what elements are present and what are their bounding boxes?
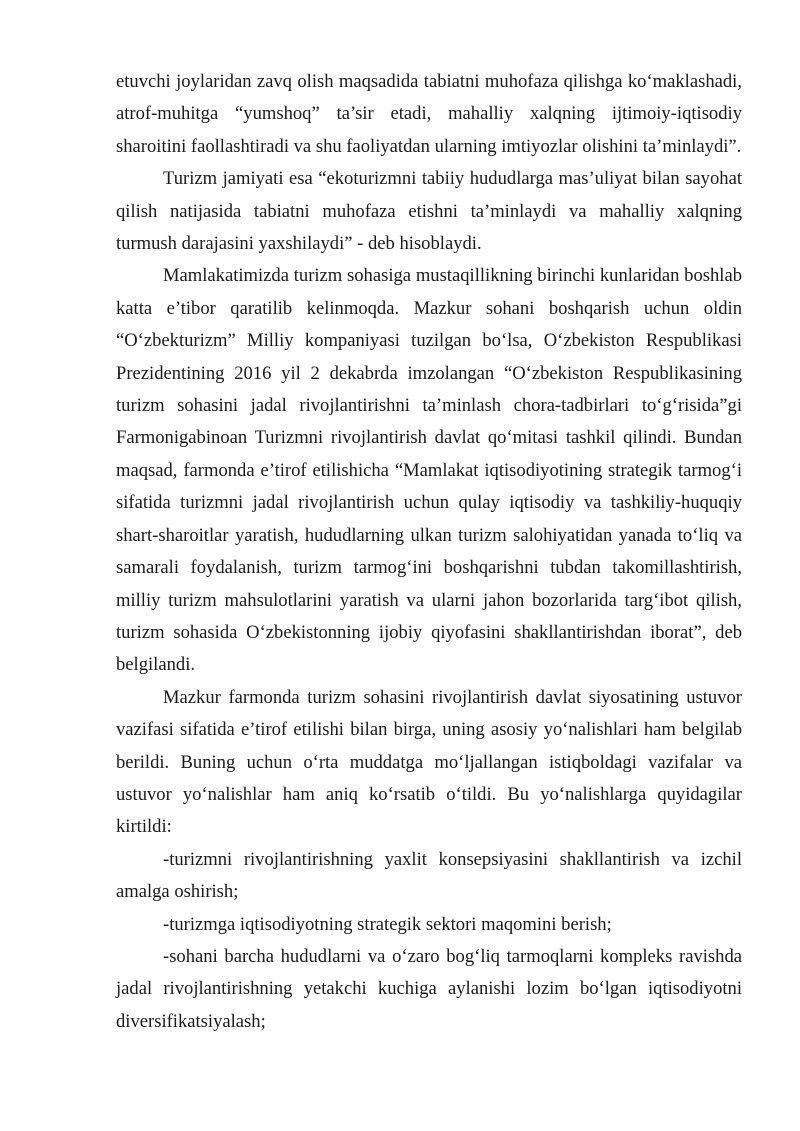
list-item: -sohani barcha hududlarni va o‘zaro bog‘liq tarmoqlarni kompleks ravishda jadal rivojlantirishning yetakchi kuchiga aylanishi lozim bo‘lgan iqtisodiyotni diversifikatsiyalash; (116, 945, 742, 1032)
list-item: -turizmni rivojlantirishning yaxlit konsepsiyasini shakllantirish va izchil amalga oshirish; (116, 848, 742, 903)
body-text (116, 66, 742, 1038)
paragraph: Mamlakatimizda turizm sohasiga mustaqillikning birinchi kunlaridan boshlab katta e’tibor qaratilib kelinmoqda. Mazkur sohani boshqarish uchun oldin “O‘zbekturizm” Milliy kompaniyasi tuzilgan bo‘lsa, O‘zbekiston Respublikasi Prezidentining 2016 yil 2 dekabrda imzolangan “O‘zbekiston Respublikasining turizm sohasini jadal rivojlantirishni ta’minlash chora-tadbirlari to‘g‘risida”gi Farmonigabinoan Turizmni rivojlantirish davlat qo‘mitasi tashkil qilindi. Bundan maqsad, farmonda e’tirof etilishicha “Mamlakat iqtisodiyotining strategik tarmog‘i sifatida turizmni jadal rivojlantirish uchun qulay iqtisodiy va tashkiliy-huquqiy shart-sharoitlar yaratish, hududlarning ulkan turizm salohiyatidan yanada to‘liq va samarali foydalanish, turizm tarmog‘ini boshqarishni tubdan takomillashtirish, milliy turizm mahsulotlarini yaratish va ularni jahon bozorlarida targ‘ibot qilish, turizm sohasida O‘zbekistonning ijobiy qiyofasini shakllantirishdan iborat”, deb belgilandi. (116, 265, 742, 676)
list-item: -turizmga iqtisodiyotning strategik sektori maqomini berish; (163, 913, 612, 935)
paragraph: etuvchi joylaridan zavq olish maqsadida tabiatni muhofaza qilishga ko‘maklashadi, atrof-muhitga “yumshoq” ta’sir etadi, mahalliy xalqning ijtimoiy-iqtisodiy sharoitini faollashtiradi va shu faoliyatdan ularning imtiyozlar olishini ta’minlaydi”. (116, 71, 742, 157)
paragraph: Mazkur farmonda turizm sohasini rivojlantirish davlat siyosatining ustuvor vazifasi sifatida e’tirof etilishi bilan birga, uning asosiy yo‘nalishlari ham belgilab berildi. Buning uchun o‘rta muddatga mo‘ljallangan istiqboldagi vazifalar va ustuvor yo‘nalishlar ham aniq ko‘rsatib o‘tildi. Bu yo‘nalishlarga quyidagilar kirtildi: (116, 686, 742, 838)
paragraph: Turizm jamiyati esa “ekoturizmni tabiiy hududlarga mas’uliyat bilan sayohat qilish natijasida tabiatni muhofaza etishni ta’minlaydi va mahalliy xalqning turmush darajasini yaxshilaydi” - deb hisoblaydi. (116, 168, 742, 255)
